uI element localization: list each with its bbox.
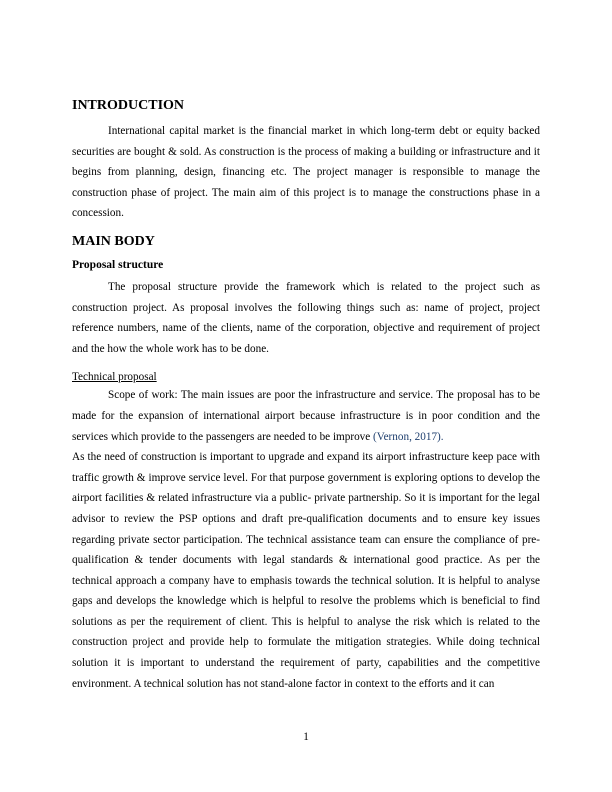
technical-proposal-paragraph-1 [72, 385, 540, 447]
technical-proposal-paragraph-2: As the need of construction is important to upgrade and expand its airport infrastructure keep pace with traffic growth & improve service level. For that purpose government is exploring options to develop the airport facilities & related infrastructure via a public- private partnership. So it is important for the legal advisor to review the PSP options and draft pre-qualification documents and to ensure key issues regarding private sector participation. The technical assistance team can ensure the compliance of pre-qualification & tender documents with legal standards & international good practice. As per the technical approach a company have to emphasis towards the technical solution. It is helpful to analyse gaps and develops the knowledge which is helpful to resolve the problems which is beneficial to find solutions as per the requirement of client. This is helpful to analyse the risk which is related to the construction project and provide help to formulate the mitigation strategies. While doing technical solution it is important to understand the requirement of party, capabilities and the competitive environment. A technical solution has not stand-alone factor in context to the efforts and it can [72, 451, 540, 690]
technical-proposal-text: Scope of work: The main issues are poor the infrastructure and service. The proposal has to be made for the expansion of international airport because infrastructure is in poor condition and the services which provide to the passengers are needed to be improve [72, 389, 540, 443]
technical-proposal-heading: Technical proposal [72, 371, 157, 384]
introduction-paragraph: International capital market is the financial market in which long-term debt or equity backed securities are bought & sold. As construction is the process of making a building or infrastructure and it begins from planning, design, financing etc. The project manager is responsible to manage the construction phase of project. The main aim of this project is to manage the constructions phase in a concession. [72, 125, 540, 220]
citation: (Vernon, 2017). [373, 430, 444, 443]
page-content [72, 97, 540, 694]
page-number: 1 [303, 731, 309, 743]
introduction-heading: INTRODUCTION [72, 98, 185, 113]
main-body-heading: MAIN BODY [72, 233, 155, 249]
proposal-structure-heading: Proposal structure [72, 258, 164, 271]
proposal-structure-paragraph: The proposal structure provide the framework which is related to the project such as construction project. As proposal involves the following things such as: name of project, project reference numbers, name of the clients, name of the corporation, objective and requirement of project and the how the whole work has to be done. [72, 280, 540, 355]
